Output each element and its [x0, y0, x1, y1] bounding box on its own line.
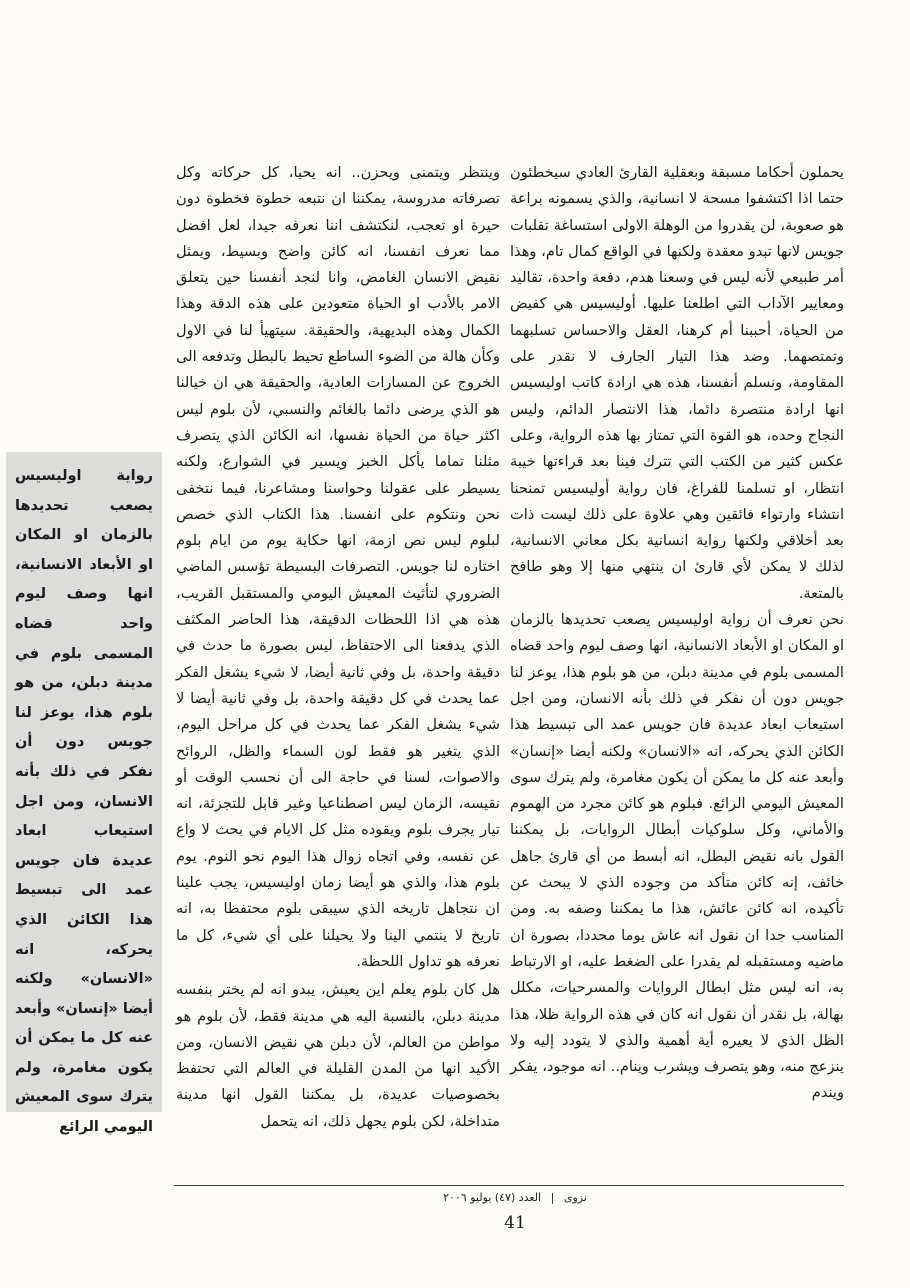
page-number: 41: [504, 1213, 526, 1233]
article-paragraph: هل كان بلوم يعلم اين يعيش، يبدو انه لم يختر بنفسه مدينة دبلن، بالنسبة اليه هي مدينة فقط، لأن بلوم هو مواطن من العالم، لأن دبلن هي نقيض الانسان، ومن الأكيد انها من المدن القليلة في العالم التي تحتفظ بخصوصيات عديدة، بل يمكننا القول انها مدينة متداخلة، لكن بلوم يجهل ذلك، انه يتحمل: [176, 981, 500, 1130]
footer-rule: [174, 1185, 844, 1186]
article-paragraph: يحملون أحكاما مسبقة وبعقلية القارئ العادي سيخطئون حتما اذا اكتشفوا مسحة لا انسانية، والذي يسمونه براعة هو صعوبة، لن يقدروا من الوهلة الاولى استساغة تقلبات جويس لانها تبدو معقدة ولكنها في الواقع كمال تام، وهذا أمر طبيعي لأنه ليس في وسعنا هدم، دفعة واحدة، تقاليد ومعايير الآداب التي اطلعنا عليها. أوليسيس هي كفيض من الحياة، أحببنا أم كرهنا، العقل والاحساس تسلبهما وتمتصهما. وضد هذا التيار الجارف لا نقدر على المقاومة، ونسلم أنفسنا، هذه هي ارادة كاتب اوليسيس انها ارادة منتصرة دائما، هذا الانتصار الدائم، وليس النجاح وحده، هو القوة التي تمتاز بها هذه الرواية، وعلى عكس كثير من الكتب التي تترك فينا بعد قراءتها خيبة انتظار، او تسلمنا للفراغ، فان رواية أوليسيس تمنحنا انتشاء وارتواء فائقين وهي علاوة على ذلك ليست ذات بعد أخلاقي ولكنها رواية انسانية بكل معاني الانسانية، لذلك لا يمكن لأي قارئ ان ينتهي منها إلا وهو طافح بالمتعة.: [510, 164, 844, 602]
pullquote-box: [6, 452, 162, 1136]
article-column-right: [510, 160, 844, 1175]
issue-info: العدد (٤٧) يوليو ٢٠٠٦: [443, 1191, 542, 1204]
article-paragraph: وينتظر ويتمنى ويحزن.. انه يحيا، كل حركاته وكل تصرفاته مدروسة، يمكننا ان نتبعه خطوة فخطوة دون حيرة او تعجب، لنكتشف اننا نعرفه جيدا، لعل افضل مما نعرف انفسنا، انه كائن واضح وبسيط، ويمثل نقيض الانسان الغامض، وانا لنجد أنفسنا حين يتعلق الامر بالأدب او الحياة متعودين على هذه الدقة وهذا الكمال وهذه البديهية، والحقيقة. سيتهيأ لنا في الاول وكأن هالة من الضوء الساطع تحيط بالبطل وتدفعه الى الخروج عن المسارات العادية، والحقيقة هي ان خيالنا هو الذي يرضى دائما بالغائم والنسبي، لأن بلوم ليس اكثر حياة من الحياة نفسها، انه الكائن الذي يتصرف مثلنا تماما يأكل الخبز ويسير في الشوارع، ولكنه يسيطر على عقولنا وحواسنا ومشاعرنا، فيما نتخفى نحن ونتكوم على انفسنا. هذا الكتاب الذي خصص لبلوم ليس نص ازمة، انها حكاية يوم من ايام بلوم اختاره لنا جويس. التصرفات البسيطة تؤسس الماضي الضروري لتأثيث المعيش اليومي والمستقبل القريب، هذه هي اذا اللحظات الدقيقة، هذا الحاضر المكثف الذي يدفعنا الى الاحتفاظ، ليس بصورة ما حدث في دقيقة واحدة، بل وفي ثانية أيضا، لا شيء يشغل الفكر عما يحدث في كل دقيقة واحدة، بل وفي ثانية أيضا لا شيء يشغل الفكر عما يحدث في كل مراحل اليوم، الذي يتغير هو فقط لون السماء والظل، الروائح والاصوات، لسنا في حاجة الى أن نحسب الوقت أو نقيسه، الزمان ليس اصطناعيا وغير قابل للتجزئة، انه تيار يجرف بلوم ويقوده مثل كل الايام في بحث لا واع عن نفسه، وفي اتجاه زوال هذا اليوم نحو النوم. يوم بلوم هذا، والذي هو أيضا زمان اوليسيس، يجب علينا ان نتجاهل تاريخه الذي سيبقى بلوم محتفظا به، انه تاريخ لا ينتمي الينا ولا يحيلنا على أي شيء، كل ما نعرفه هو تداول اللحظة.: [176, 164, 500, 970]
pullquote-text: رواية اوليسيس يصعب تحديدها بالزمان او المكان او الأبعاد الانسانية، انها وصف ليوم واحد قضاه المسمى بلوم في مدينة دبلن، من هو بلوم هذا، يوعز لنا جويس دون أن نفكر في ذلك بأنه الانسان، ومن اجل استيعاب ابعاد عديدة فان جويس عمد الى تبسيط هذا الكائن الذي يحركه، انه «الانسان» ولكنه أيضا «إنسان» وأبعد عنه كل ما يمكن أن يكون مغامرة، ولم يترك سوى المعيش اليومي الرائع: [15, 468, 153, 1136]
article-paragraph: نحن نعرف أن رواية اوليسيس يصعب تحديدها بالزمان او المكان او الأبعاد الانسانية، انها وصف ليوم واحد قضاه المسمى بلوم في مدينة دبلن، من هو بلوم هذا، يوعز لنا جويس دون أن نفكر في ذلك بأنه الانسان، ومن اجل استيعاب ابعاد عديدة فان جويس عمد الى تبسيط هذا الكائن الذي يحركه، انه «الانسان» ولكنه أيضا «إنسان» وأبعد عنه كل ما يمكن أن يكون مغامرة، ولم يترك سوى المعيش اليومي الرائع. فبلوم هو كائن مجرد من الهموم والأماني، وكل سلوكيات أبطال الروايات، بل يمكننا القول بانه نقيض البطل، انه أبسط من أي قارئ جاهل خائف، إنه كائن متأكد من وجوده الذي لا يبحث عن تأكيده، انه كائن عائش، هذا ما يمكننا وصفه به. ومن المناسب جدا ان نقول انه عاش يوما محددا، بصورة ان ماضيه ومستقبله لم يقدرا على الضغط عليه، او الارتباط به، انه ليس مثل ابطال الروايات والمسرحيات، مكلل بهالة، بل نقدر أن نقول انه كان في هذه الرواية ظلا، هذا الظل الذي لا يعيره أية أهمية والذي لا يتودد إليه ولا ينزعج منه، وهو يتصرف ويشرب وينام.. انه موجود، يفكر ويندم: [510, 611, 844, 1102]
article-column-middle: [176, 160, 500, 1175]
footer-separator: |: [550, 1191, 555, 1204]
footer-issue-line: [360, 1190, 670, 1206]
magazine-name: نزوى: [563, 1191, 587, 1204]
